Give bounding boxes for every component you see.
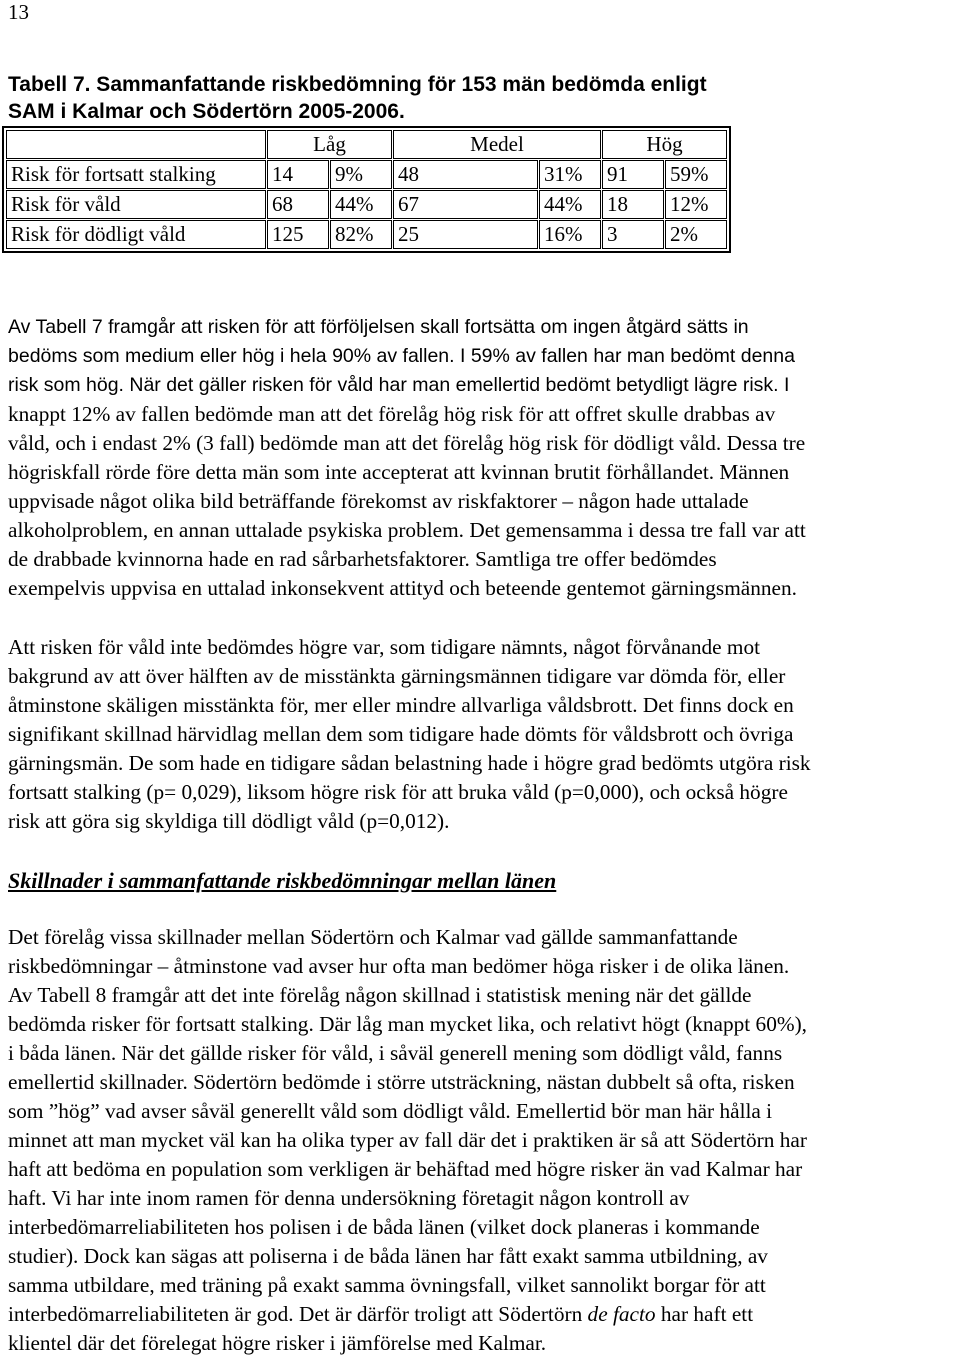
row-label: Risk för fortsatt stalking [6,160,266,189]
table-cell: 59% [665,160,727,189]
table-cell: 82% [330,220,392,249]
table-cell: 9% [330,160,392,189]
table-cell: 48 [393,160,538,189]
text-line: uppvisade något olika bild beträffande förekomst av riskfaktorer – någon hade uttalade [8,489,749,513]
text-line: Att risken för våld inte bedömdes högre var, som tidigare nämnts, något förvånande mot [8,635,761,659]
header-low: Låg [267,130,392,159]
caption-line: SAM i Kalmar och Södertörn 2005-2006. [8,100,405,123]
table-caption [8,71,908,125]
table-cell: 2% [665,220,727,249]
row-label: Risk för dödligt våld [6,220,266,249]
text-line: risk att göra sig skyldiga till dödligt våld (p=0,012). [8,809,450,833]
page-number: 13 [8,0,29,24]
text-line: alkoholproblem, en annan uttalade psykiska problem. Det gemensamma i dessa tre fall var att [8,518,806,542]
header-high: Hög [602,130,727,159]
risk-assessment-table [5,129,728,250]
text-line: studier). Dock kan sägas att poliserna i de båda länen har fått exakt samma utbildning, av [8,1244,768,1268]
text-line: bedöms som medium eller hög i hela 90% av fallen. I 59% av fallen har man bedömt denna [8,345,795,367]
paragraph-county-differences [8,923,958,1358]
text-line: som ”hög” vad avser såväl generellt våld som dödligt våld. Emellertid bör man här hålla i [8,1099,773,1123]
table-cell: 18 [602,190,664,219]
text-line: exempelvis uppvisa en uttalad inkonsekvent attityd och beteende gentemot gärningsmännen. [8,576,797,600]
text-line: samma utbildare, med träning på exakt samma övningsfall, vilket sannolikt borgar för att [8,1273,766,1297]
text-line [8,1300,958,1329]
table-cell: 14 [267,160,329,189]
table-cell: 44% [539,190,601,219]
text-line: Det förelåg vissa skillnader mellan Södertörn och Kalmar vad gällde sammanfattande [8,925,738,949]
text-line: Av Tabell 7 framgår att risken för att förföljelsen skall fortsätta om ingen åtgärd sätts in [8,316,749,338]
text-line: Av Tabell 8 framgår att det inte förelåg någon skillnad i statistisk mening när det gällde [8,983,752,1007]
text-line: risk som hög. När det gäller risken för våld har man emellertid bedömt betydligt lägre risk. I [8,374,790,396]
caption-line: Tabell 7. Sammanfattande riskbedömning för 153 män bedömda enligt [8,73,707,96]
table-cell: 16% [539,220,601,249]
text-line: bakgrund av att över hälften av de misstänkta gärningsmännen tidigare var dömda för, eller [8,664,786,688]
text-line: de drabbade kvinnorna hade en rad sårbarhetsfaktorer. Samtliga tre offer bedömdes [8,547,717,571]
text-line: åtminstone skäligen misstänkta för, mer eller mindre allvarliga våldsbrott. Det finns dock en [8,693,794,717]
text-line: våld, och i endast 2% (3 fall) bedömde man att det förelåg hög risk för dödligt våld. Dessa tre [8,431,806,455]
paragraph-table7-summary [8,313,958,400]
text-line: haft att bedöma en population som verkligen är behäftad med högre risker än vad Kalmar har [8,1157,803,1181]
row-label: Risk för våld [6,190,266,219]
section-heading: Skillnader i sammanfattande riskbedömningar mellan länen [8,868,557,893]
text-line: interbedömarreliabiliteten hos polisen i de båda länen (vilket dock planeras i kommande [8,1215,760,1239]
text-segment: interbedömarreliabiliteten är god. Det är därför troligt att Södertörn [8,1302,583,1326]
table-cell: 67 [393,190,538,219]
table-cell: 68 [267,190,329,219]
text-segment: har haft ett [655,1302,754,1326]
risk-table-frame [2,126,731,253]
paragraph-table7-summary-cont [8,400,958,603]
paragraph-violence-risk [8,633,958,836]
text-line: i båda länen. När det gällde risker för våld, i såväl generell mening som dödligt våld, fanns [8,1041,783,1065]
text-line: signifikant skillnad härvidlag mellan dem som tidigare hade dömts för våldsbrott och övriga [8,722,794,746]
table-cell: 12% [665,190,727,219]
text-line: knappt 12% av fallen bedömde man att det förelåg hög risk för att offret skulle drabbas av [8,402,776,426]
table-cell: 125 [267,220,329,249]
header-medium: Medel [393,130,601,159]
text-line: haft. Vi har inte inom ramen för denna undersökning företagit någon kontroll av [8,1186,690,1210]
table-row [6,190,727,219]
text-line: klientel där det förelegat högre risker i jämförelse med Kalmar. [8,1331,547,1355]
text-line: högriskfall rörde före detta män som inte accepterat att kvinnan brutit förhållandet. Männen [8,460,790,484]
table-cell: 44% [330,190,392,219]
italic-term: de facto [587,1302,656,1326]
text-line: bedömda risker för fortsatt stalking. Där låg man mycket lika, och relativt högt (knappt 60%), [8,1012,807,1036]
table-cell: 3 [602,220,664,249]
text-line: minnet att man mycket väl kan ha olika typer av fall där det i praktiken är så att Södertörn har [8,1128,807,1152]
table-cell: 25 [393,220,538,249]
table-cell: 91 [602,160,664,189]
text-line: gärningsmän. De som hade en tidigare sådan belastning hade i högre grad bedömts utgöra risk [8,751,811,775]
table-header-row [6,130,727,159]
text-line: fortsatt stalking (p= 0,029), liksom högre risk för att bruka våld (p=0,000), och också högre [8,780,788,804]
text-line: riskbedömningar – åtminstone vad avser hur ofta man bedömer höga risker i de olika länen. [8,954,790,978]
table-corner-cell [6,130,266,159]
text-line: emellertid skillnader. Södertörn bedömde i större utsträckning, nästan dubbelt så ofta, risken [8,1070,795,1094]
table-cell: 31% [539,160,601,189]
table-row [6,220,727,249]
table-row [6,160,727,189]
